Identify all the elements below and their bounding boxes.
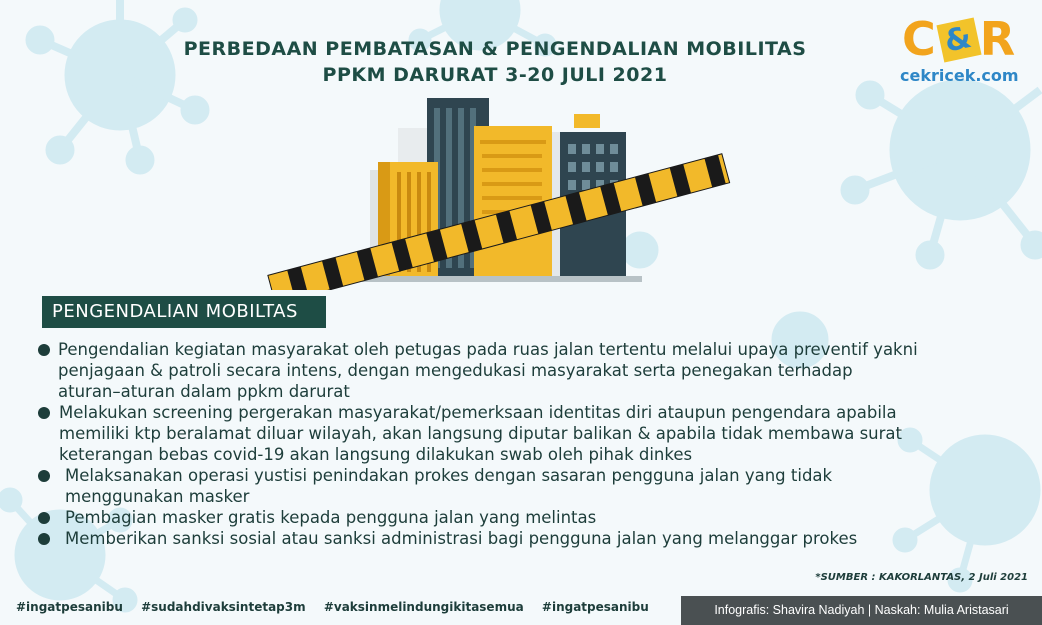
bullet-icon	[38, 470, 50, 482]
logo-site-name: cekricek.com	[900, 66, 1019, 85]
list-item	[38, 507, 978, 528]
list-item-text: Melaksanakan operasi yustisi penindakan prokes dengan sasaran pengguna jalan yang tidak menggunakan masker	[65, 466, 833, 506]
page-subtitle: PPKM DARURAT 3-20 JULI 2021	[322, 64, 668, 86]
list-item	[38, 465, 978, 507]
list-item	[38, 402, 978, 465]
list-item	[38, 528, 978, 549]
bullet-icon	[38, 533, 50, 545]
bullet-icon	[38, 512, 50, 524]
hashtag-row	[16, 600, 661, 614]
logo-mark: C &R	[902, 12, 1018, 66]
measures-list	[38, 339, 978, 549]
hashtag: #ingatpesanibu	[541, 600, 649, 614]
source-note: *SUMBER : KAKORLANTAS, 2 Juli 2021	[815, 572, 1028, 583]
bullet-icon	[38, 407, 50, 419]
hashtag: #vaksinmelindungikitasemua	[323, 600, 524, 614]
hashtag: #ingatpesanibu	[16, 600, 123, 614]
list-item	[38, 339, 978, 402]
list-item-text: Pembagian masker gratis kepada pengguna jalan yang melintas	[65, 508, 597, 527]
credit-bar: Infografis: Shavira Nadiyah | Naskah: Mulia Aristasari	[681, 596, 1042, 625]
cekricek-logo	[898, 12, 1030, 92]
section-heading: PENGENDALIAN MOBILTAS	[42, 296, 326, 328]
page-title: PERBEDAAN PEMBATASAN & PENGENDALIAN MOBILITAS	[183, 38, 807, 60]
city-barrier-illustration	[262, 92, 732, 290]
list-item-text: Melakukan screening pergerakan masyarakat/pemerksaan identitas diri ataupun pengendara apabila memiliki ktp beralamat diluar wilayah, akan langsung diputar balikan & apabila tidak membawa surat keterangan bebas covid-19 akan langsung dilakukan swab oleh pihak dinkes	[59, 403, 902, 464]
list-item-text: Pengendalian kegiatan masyarakat oleh petugas pada ruas jalan tertentu melalui upaya preventif yakni penjagaan & patroli secara intens, dengan mengedukasi masyarakat serta penegakan terhadap aturan–aturan dalam ppkm darurat	[58, 340, 918, 401]
list-item-text: Memberikan sanksi sosial atau sanksi administrasi bagi pengguna jalan yang melanggar prokes	[65, 529, 858, 548]
hashtag: #sudahdivaksintetap3m	[141, 600, 306, 614]
bullet-icon	[38, 344, 50, 356]
